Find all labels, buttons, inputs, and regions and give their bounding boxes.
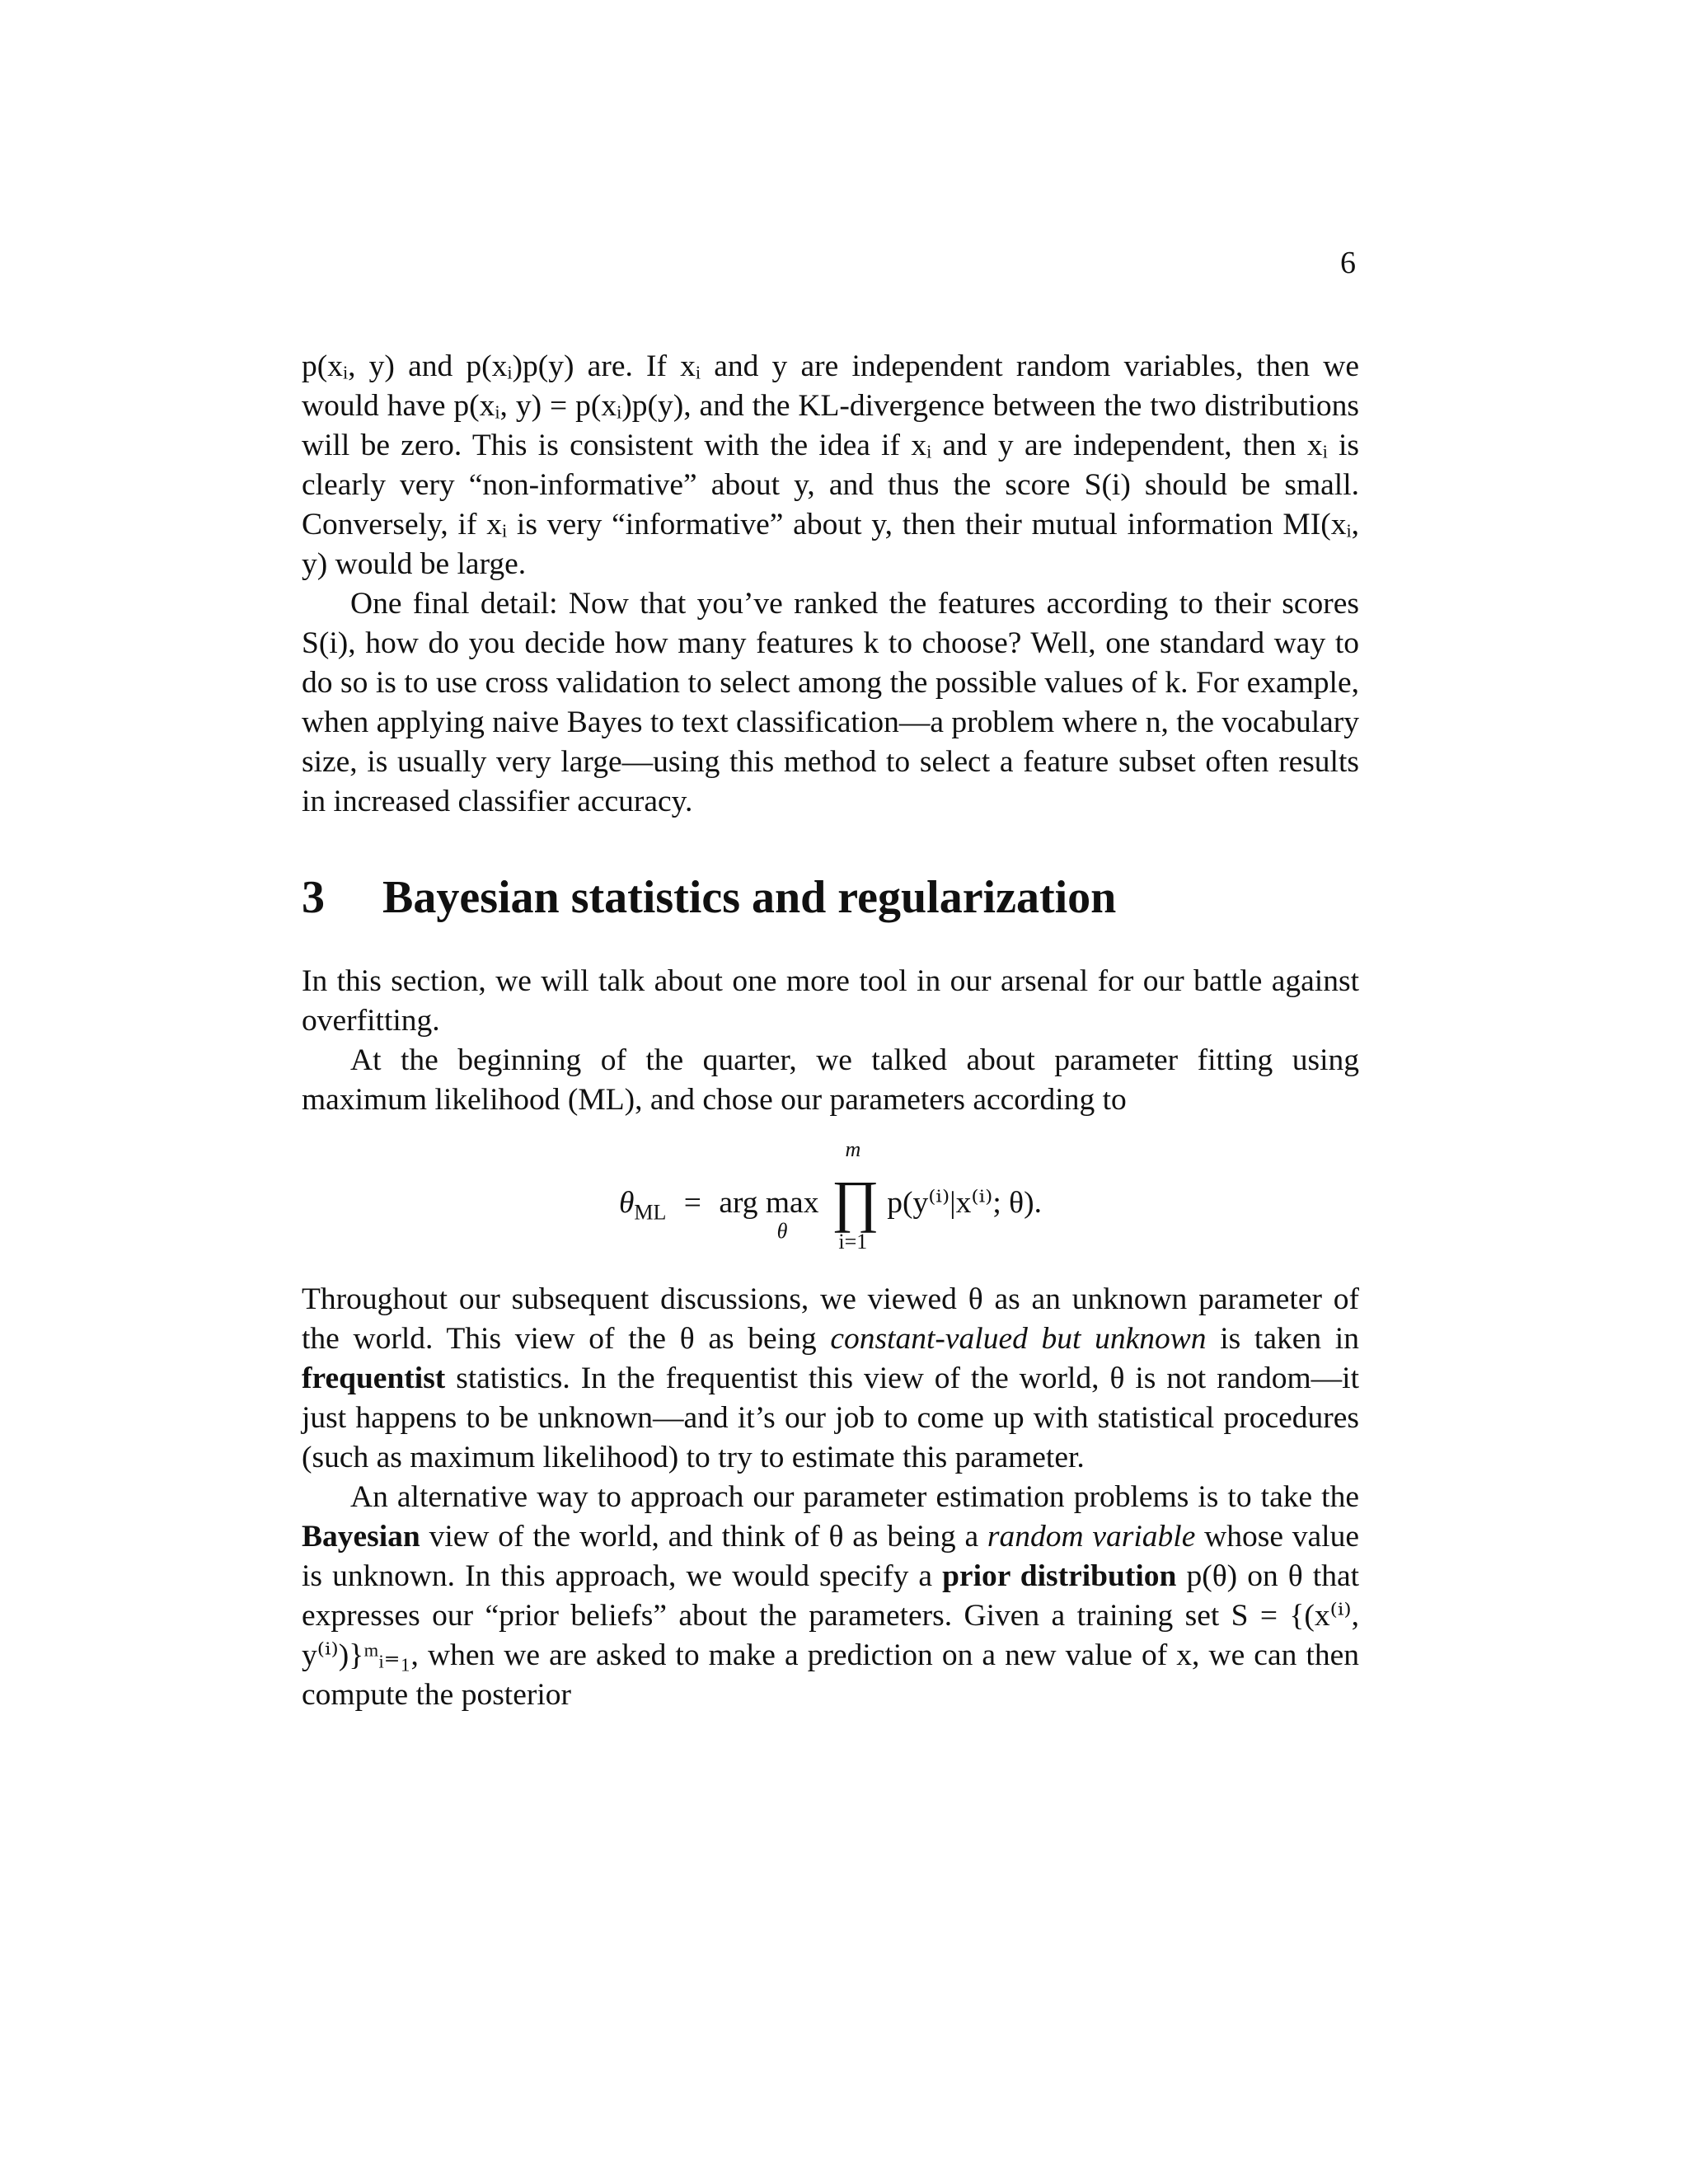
paragraph-intro: In this section, we will talk about one more tool in our arsenal for our battle against overfitting. xyxy=(302,964,1359,1038)
page-content xyxy=(302,347,1359,1715)
section-heading xyxy=(302,871,1359,924)
eq-prod-upper: m xyxy=(845,1137,861,1161)
bold-bayesian: Bayesian xyxy=(302,1520,420,1554)
italic-random-variable: random variable xyxy=(987,1520,1196,1554)
page-number: 6 xyxy=(1340,246,1356,280)
paragraph-final-detail: One final detail: Now that you’ve ranked the features according to their scores S(i), how do you decide how many features k to choose? Well, one standard way to do so is to use cross validation to select among the possible values of k. For example, when applying naive Bayes to text classification—a problem where n, the vocabulary size, is usually very large—using this method to select a feature subset often results in increased classifier accuracy. xyxy=(302,587,1359,818)
bold-frequentist: frequentist xyxy=(302,1361,446,1395)
paragraph-ml: At the beginning of the quarter, we talked about parameter fitting using maximum likelihood (ML), and chose our parameters according to xyxy=(302,1043,1359,1117)
eq-product-operator xyxy=(831,1137,879,1254)
paragraph-kl-divergence: p(xᵢ, y) and p(xᵢ)p(y) are. If xᵢ and y are independent random variables, then we would have p(xᵢ, y) = p(xᵢ)p(y), and the KL-divergence between the two distributions will be zero. This is consistent with the idea if xᵢ and y are independent, then xᵢ is clearly very “non-informative” about y, and thus the score S(i) should be small. Conversely, if xᵢ is very “informative” about y, then their mutual information MI(xᵢ, y) would be large. xyxy=(302,349,1359,581)
section-title: Bayesian statistics and regularization xyxy=(382,872,1117,923)
eq-lhs: $\theta_{ML}$ xyxy=(618,1186,667,1225)
section-number: 3 xyxy=(302,872,325,923)
paragraph-frequentist: Throughout our subsequent discussions, we viewed θ as an unknown parameter of the world. This view of the θ as being constant-valued but unknown is taken in frequentist statistics. In the frequentist this view of the world, θ is not random—it just happens to be unknown—and it’s our job to come up with statistical procedures (such as maximum likelihood) to try to estimate this parameter. xyxy=(302,1282,1359,1474)
eq-prod-lower: i=1 xyxy=(838,1230,868,1254)
italic-constant-valued: constant-valued but unknown xyxy=(830,1322,1207,1356)
bold-prior-distribution: prior distribution xyxy=(942,1559,1177,1593)
paragraph-bayesian: An alternative way to approach our parameter estimation problems is to take the Bayesian view of the world, and think of θ as being a random variable whose value is unknown. In this approach, we would specify a prior distribution p(θ) on θ that expresses our “prior beliefs” about the parameters. Given a training set S = {(x⁽ⁱ⁾, y⁽ⁱ⁾)}ᵐᵢ₌₁, when we are asked to make a prediction on a new value of x, we can then compute the posterior xyxy=(302,1480,1360,1712)
eq-argmax: arg max θ xyxy=(719,1183,818,1223)
eq-argmax-sub: θ xyxy=(776,1219,788,1243)
equation-theta-ml xyxy=(302,1133,1359,1272)
eq-body: p(y⁽ⁱ⁾|x⁽ⁱ⁾; θ). xyxy=(887,1186,1043,1220)
eq-equals: = xyxy=(683,1186,701,1220)
eq-prod-symbol: ∏ xyxy=(831,1170,879,1234)
